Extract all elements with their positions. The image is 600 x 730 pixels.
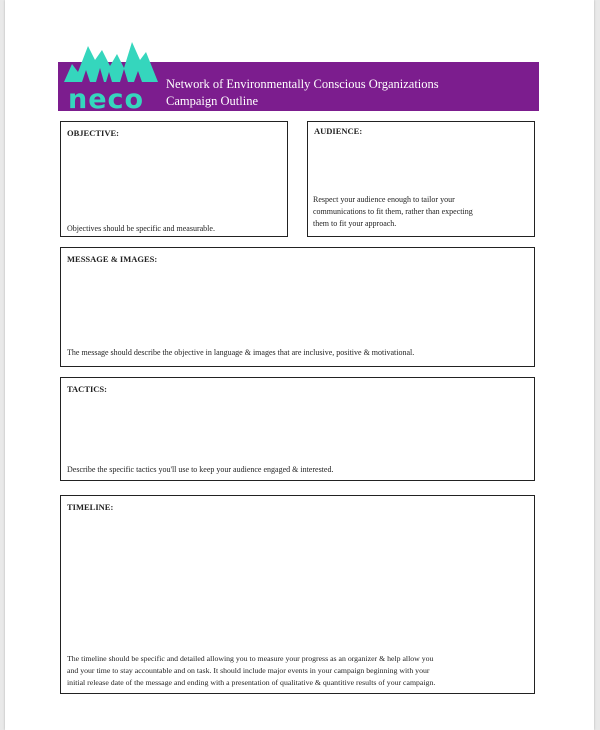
audience-note-line: Respect your audience enough to tailor your [313, 195, 455, 204]
org-name: Network of Environmentally Conscious Organizations [166, 77, 439, 91]
timeline-box[interactable] [60, 495, 535, 694]
message-title: MESSAGE & IMAGES: [67, 254, 158, 264]
timeline-title: TIMELINE: [67, 502, 114, 512]
header-text [166, 76, 439, 110]
timeline-note [67, 653, 533, 689]
tactics-note: Describe the specific tactics you'll use to keep your audience engaged & interested. [67, 465, 334, 474]
logo-text: neco [68, 84, 145, 114]
tactics-title: TACTICS: [67, 384, 107, 394]
tactics-box[interactable] [60, 377, 535, 481]
message-note: The message should describe the objective in language & images that are inclusive, positive & motivational. [67, 348, 415, 357]
audience-note-line: them to fit your approach. [313, 219, 397, 228]
mountains-icon [64, 42, 158, 82]
message-box[interactable] [60, 247, 535, 367]
audience-note [313, 194, 473, 230]
timeline-note-line: initial release date of the message and ending with a presentation of qualitative & quantitive results of your campaign. [67, 678, 436, 687]
audience-title: AUDIENCE: [314, 126, 363, 136]
audience-box[interactable] [307, 121, 535, 237]
objective-title: OBJECTIVE: [67, 128, 119, 138]
timeline-note-line: and your time to stay accountable and on task. It should include major events in your campaign beginning with your [67, 666, 430, 675]
document-title: Campaign Outline [166, 94, 258, 108]
objective-box[interactable] [60, 121, 288, 237]
neco-logo [62, 38, 162, 114]
objective-note: Objectives should be specific and measurable. [67, 224, 215, 233]
audience-note-line: communications to fit them, rather than expecting [313, 207, 473, 216]
timeline-note-line: The timeline should be specific and detailed allowing you to measure your progress as an organizer & help allow you [67, 654, 434, 663]
